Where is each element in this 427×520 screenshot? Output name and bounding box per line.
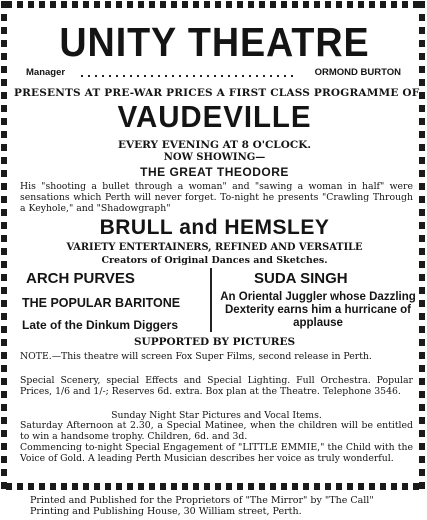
popular-baritone: THE POPULAR BARITONE	[22, 296, 181, 310]
dotted-border-top	[6, 1, 423, 8]
act-theodore: THE GREAT THEODORE	[140, 165, 289, 179]
presents-line: PRESENTS AT PRE-WAR PRICES A FIRST CLASS PROGRAMME OF	[14, 87, 420, 99]
fox-films-note: NOTE.—This theatre will screen Fox Super Films, second release in Perth.	[20, 351, 372, 362]
creators-line: Creators of Original Dances and Sketches.	[101, 255, 328, 266]
act-suda-singh: SUDA SINGH	[254, 270, 348, 287]
theatre-title: UNITY THEATRE	[59, 19, 370, 65]
printer-imprint: Printed and Published for the Proprietors of "The Mirror" by "The Call" Printing and Publishing House, 30 William street, Perth.	[30, 495, 374, 517]
evening-time: EVERY EVENING AT 8 O'CLOCK.	[118, 139, 311, 151]
prices-paragraph: Special Scenery, special Effects and Special Lighting. Full Orchestra. Popular Prices, 1/6 and 1/-; Reserves 6d. extra. Box plan at the Theatre. Telephone 3546.	[20, 375, 413, 397]
manager-line	[26, 67, 401, 79]
now-showing: NOW SHOWING—	[163, 152, 266, 163]
act-arch-purves: ARCH PURVES	[26, 270, 135, 287]
dinkum-diggers: Late of the Dinkum Diggers	[22, 318, 179, 332]
vaudeville-headline: VAUDEVILLE	[117, 99, 312, 134]
little-emmie-paragraph: Commencing to-night Special Engagement of "LITTLE EMMIE," the Child with the Voice of Gold. A leading Perth Musician describes her voice as truly wonderful.	[20, 442, 413, 464]
variety-tagline: VARIETY ENTERTAINERS, REFINED AND VERSATILE	[66, 242, 363, 253]
column-divider	[210, 268, 212, 332]
matinee-paragraph: Saturday Afternoon at 2.30, a Special Matinee, when the children will be entitled to win a handsome trophy. Children, 6d. and 3d.	[20, 420, 413, 442]
dot-leader	[81, 75, 293, 77]
dotted-border-left	[1, 1, 7, 490]
dotted-border-bottom	[6, 483, 423, 490]
theodore-description: His "shooting a bullet through a woman" and "sawing a woman in half" were sensations which Perth will never forget. To-night he presents "Crawling Through a Keyhole," and "Shadowgraph"	[20, 181, 413, 214]
manager-name: ORMOND BURTON	[314, 67, 401, 78]
sunday-line: Sunday Night Star Pictures and Vocal Items.	[111, 410, 322, 421]
dotted-border-right	[419, 1, 425, 490]
act-brull-hemsley: BRULL and HEMSLEY	[99, 216, 330, 239]
supported-by-pictures: SUPPORTED BY PICTURES	[133, 336, 296, 348]
suda-singh-description: An Oriental Juggler whose Dazzling Dexterity earns him a hurricane of applause	[220, 291, 416, 329]
manager-label: Manager	[26, 67, 66, 78]
